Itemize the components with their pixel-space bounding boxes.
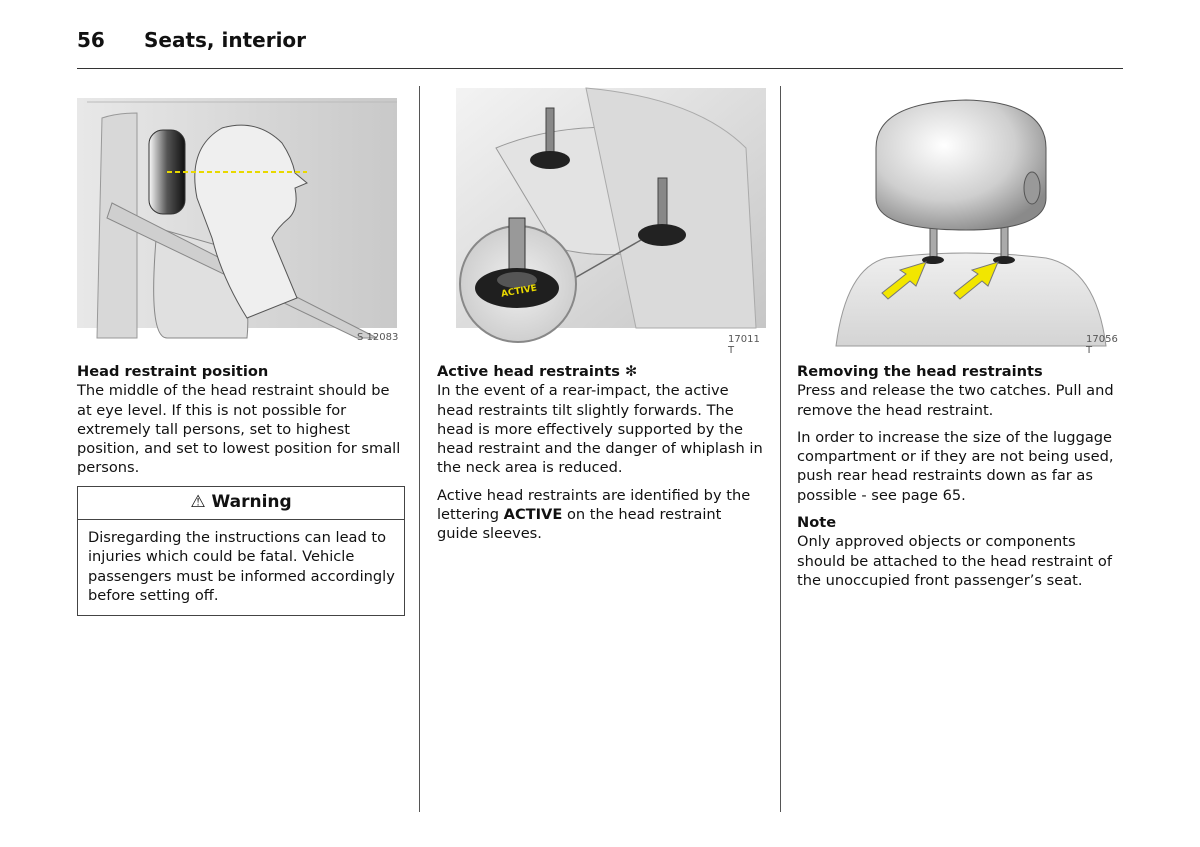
chapter-title: Seats, interior — [144, 28, 307, 52]
section-heading: Removing the head restraints — [797, 363, 1043, 380]
column-divider — [419, 86, 420, 812]
column-divider — [780, 86, 781, 812]
section-heading: Head restraint position — [77, 363, 269, 380]
warning-icon: ⚠ — [190, 491, 206, 512]
text-fragment: on the head restraint guide sleeves. — [437, 506, 722, 543]
page-number: 56 — [77, 28, 105, 52]
warning-text: Disregarding the instructions can lead to injuries which could be fatal. Vehicle passengers must be informed accordingly before setting off. — [88, 529, 395, 604]
body-text: In order to increase the size of the luggage compartment or if they are not being used, push rear head restraints down as far as possible - see page 65. — [797, 428, 1114, 504]
section-heading-text: Active head restraints — [437, 363, 620, 380]
warning-title — [78, 487, 404, 520]
text-fragment: Active head restraints are identified by the lettering — [437, 486, 751, 524]
figure-code: S 12083 — [357, 332, 399, 343]
body-text: The middle of the head restraint should be at eye level. If this is not possible for extremely tall persons, set to highest position, and set to lowest position for small persons. — [77, 382, 401, 477]
body-text-active — [437, 486, 765, 544]
body-text: Press and release the two catches. Pull and remove the head restraint. — [797, 382, 1114, 419]
body-text: In the event of a rear-impact, the active head restraints tilt slightly forwards. The head is more effectively supported by the head restraint and the danger of whiplash in the neck area is reduced. — [437, 382, 763, 477]
figure-code: 17011 T — [728, 334, 760, 356]
note-text: Only approved objects or components should be attached to the head restraint of the unoccupied front passenger’s seat. — [797, 533, 1112, 589]
warning-box — [77, 486, 405, 616]
figure-head-restraint-position — [77, 88, 405, 346]
figure-removing-head-restraints — [796, 88, 1124, 356]
page-header — [77, 28, 306, 56]
equipment-star-icon: ✻ — [625, 363, 638, 380]
figure-active-head-restraints — [436, 88, 766, 356]
figure-code: 17056 T — [1086, 334, 1118, 356]
note-heading: Note — [797, 514, 837, 532]
header-rule — [77, 68, 1123, 69]
column-removing-head-restraints — [797, 362, 1125, 598]
section-heading — [437, 362, 765, 381]
active-lettering: ACTIVE — [500, 283, 538, 300]
active-term: ACTIVE — [503, 506, 563, 524]
warning-title-text: Warning — [211, 491, 292, 512]
column-head-restraint-position — [77, 362, 407, 616]
column-active-head-restraints — [437, 362, 765, 552]
